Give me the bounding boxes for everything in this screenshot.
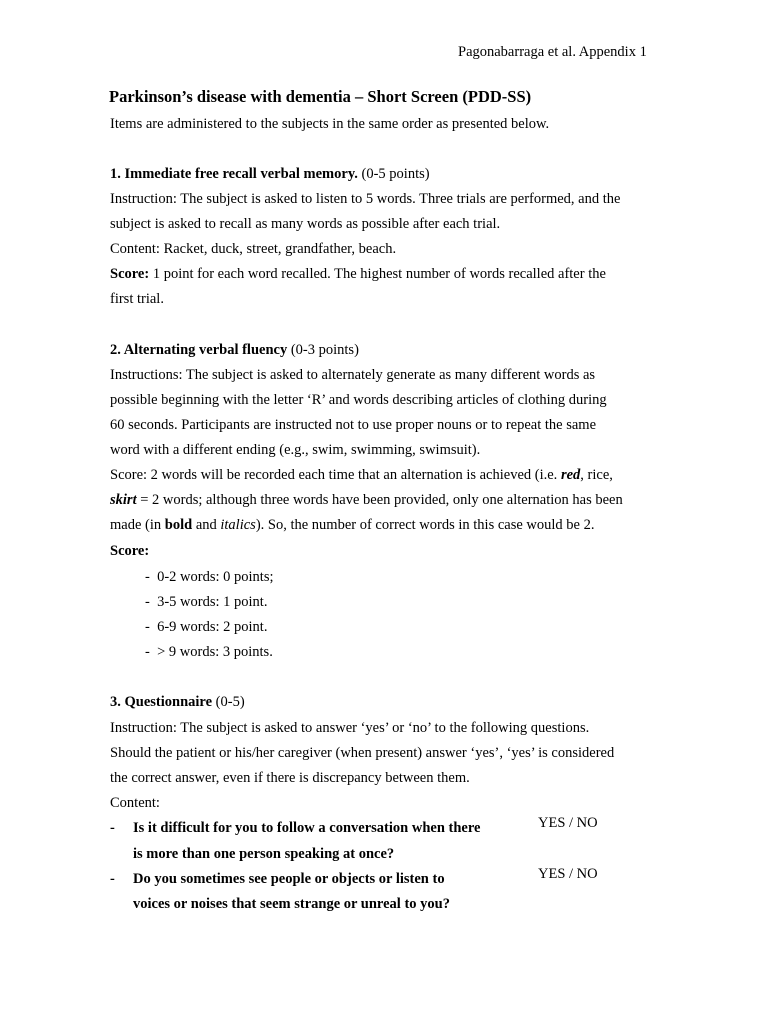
section1-instruction-line2: subject is asked to recall as many words as possible after each trial. bbox=[110, 216, 501, 232]
example-word-red: red bbox=[560, 467, 581, 483]
question-bullet: - bbox=[110, 820, 115, 836]
section1-content: Content: Racket, duck, street, grandfather, beach. bbox=[110, 241, 397, 257]
section2-instruction-line1: Instructions: The subject is asked to alternately generate as many different words as bbox=[110, 367, 596, 383]
score-list-item: - 3-5 words: 1 point. bbox=[145, 594, 268, 610]
section2-score-line2 bbox=[110, 488, 623, 513]
intro-text: Items are administered to the subjects in the same order as presented below. bbox=[110, 116, 550, 132]
score-list-item-text: > 9 words: 3 points. bbox=[157, 644, 273, 660]
section2-score-text: = 2 words; although three words have been provided, only one alternation has been bbox=[136, 492, 623, 508]
question1-answer-options: YES / NO bbox=[538, 815, 598, 831]
section2-score-text: Score: 2 words will be recorded each time that an alternation is achieved (i.e. bbox=[110, 467, 561, 483]
section2-heading: 2. Alternating verbal fluency bbox=[110, 342, 288, 358]
section2-score-text: , rice, bbox=[580, 467, 613, 483]
section1-score-label: Score: bbox=[110, 266, 150, 282]
score-list-item-text: 0-2 words: 0 points; bbox=[157, 569, 274, 585]
section2-instruction-line4: word with a different ending (e.g., swim, swimming, swimsuit). bbox=[110, 442, 481, 458]
page-header: Pagonabarraga et al. Appendix 1 bbox=[458, 44, 647, 60]
score-list-item: - > 9 words: 3 points. bbox=[145, 644, 273, 660]
italics-word: italics bbox=[220, 517, 256, 533]
section2-heading-line bbox=[110, 338, 359, 363]
section1-score-line2: first trial. bbox=[110, 291, 164, 307]
section3-instruction-line3: the correct answer, even if there is discrepancy between them. bbox=[110, 770, 470, 786]
section1-instruction-line1: Instruction: The subject is asked to listen to 5 words. Three trials are performed, and the bbox=[110, 191, 621, 207]
section3-instruction-line2: Should the patient or his/her caregiver (when present) answer ‘yes’, ‘yes’ is considered bbox=[110, 745, 615, 761]
question2-answer-options: YES / NO bbox=[538, 866, 598, 882]
score-list-item: - 0-2 words: 0 points; bbox=[145, 569, 274, 585]
document-title: Parkinson’s disease with dementia – Short Screen (PDD-SS) bbox=[109, 87, 532, 106]
section1-heading-line bbox=[110, 162, 430, 187]
section3-content-label: Content: bbox=[110, 795, 160, 811]
question1-line2: is more than one person speaking at once? bbox=[133, 846, 395, 862]
section2-instruction-line2: possible beginning with the letter ‘R’ and words describing articles of clothing during bbox=[110, 392, 607, 408]
section2-score-text: made (in bbox=[110, 517, 165, 533]
question-bullet: - bbox=[110, 871, 115, 887]
bold-word: bold bbox=[164, 517, 193, 533]
section2-instruction-line3: 60 seconds. Participants are instructed not to use proper nouns or to repeat the same bbox=[110, 417, 597, 433]
section2-score-label: Score: bbox=[110, 543, 150, 559]
section1-points: (0-5 points) bbox=[357, 166, 430, 182]
score-list-item: - 6-9 words: 2 point. bbox=[145, 619, 268, 635]
section2-score-line1 bbox=[110, 463, 613, 488]
section2-score-text: ). So, the number of correct words in this case would be 2. bbox=[255, 517, 595, 533]
question1-line1: Is it difficult for you to follow a conversation when there bbox=[133, 820, 481, 836]
section1-score-text: 1 point for each word recalled. The highest number of words recalled after the bbox=[149, 266, 606, 282]
section2-score-text: and bbox=[192, 517, 221, 533]
question2-line2: voices or noises that seem strange or unreal to you? bbox=[133, 896, 450, 912]
section3-points: (0-5) bbox=[212, 694, 245, 710]
section3-heading-line bbox=[110, 690, 245, 715]
section1-heading: 1. Immediate free recall verbal memory. bbox=[110, 166, 358, 182]
score-list-item-text: 3-5 words: 1 point. bbox=[157, 594, 268, 610]
score-list-item-text: 6-9 words: 2 point. bbox=[157, 619, 268, 635]
section3-heading: 3. Questionnaire bbox=[110, 694, 213, 710]
section3-instruction-line1: Instruction: The subject is asked to answer ‘yes’ or ‘no’ to the following questions. bbox=[110, 720, 590, 736]
section2-score-line3 bbox=[110, 513, 594, 538]
section2-points: (0-3 points) bbox=[287, 342, 359, 358]
section1-score-line1 bbox=[110, 262, 606, 287]
question2-line1: Do you sometimes see people or objects or listen to bbox=[133, 871, 445, 887]
example-word-skirt: skirt bbox=[110, 492, 137, 508]
